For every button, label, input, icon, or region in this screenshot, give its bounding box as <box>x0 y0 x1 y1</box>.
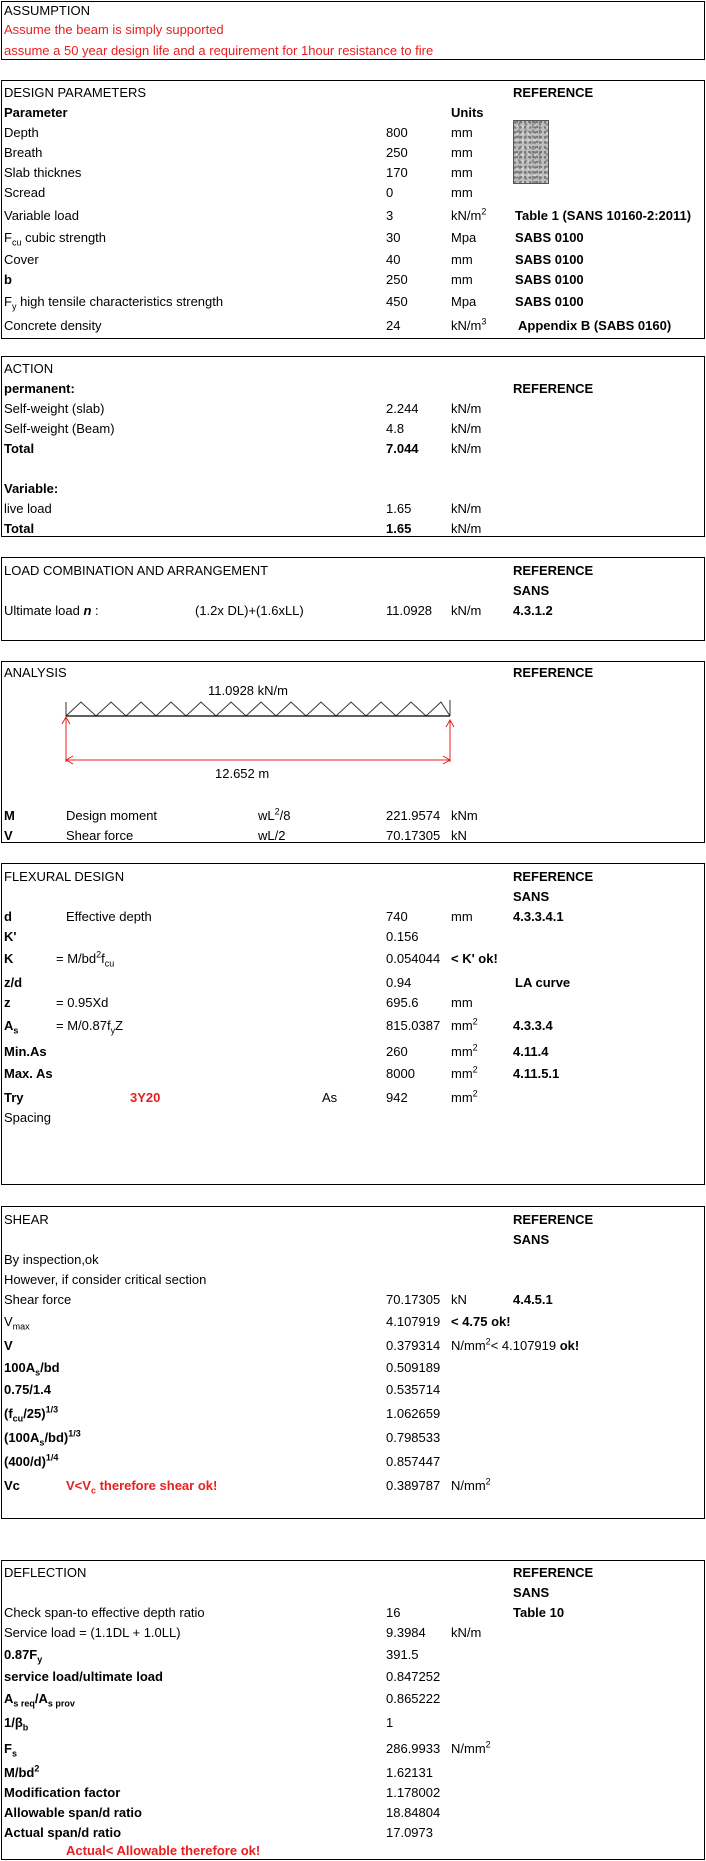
variable-label: Variable: <box>4 481 59 496</box>
as-symbol: $A_s$ <box>4 1018 19 1036</box>
vc-value: 0.389787 <box>386 1478 441 1493</box>
deflection-conclusion: Actual< Allowable therefore ok! <box>66 1843 261 1858</box>
reference-label: REFERENCE <box>513 85 594 100</box>
allowable-ratio-label: Allowable span/d ratio <box>4 1805 142 1820</box>
sans-label: SANS <box>513 889 550 904</box>
assumption-line-2: assume a 50 year design life and a requirement for 1hour resistance to fire <box>4 43 434 58</box>
param-value: 0 <box>386 185 394 200</box>
variable-total-label: Total <box>4 521 35 536</box>
param-label: Breath <box>4 145 43 160</box>
deflection-title: DEFLECTION <box>4 1565 87 1580</box>
permanent-label: permanent: <box>4 381 75 396</box>
max-as-reference: 4.11.5.1 <box>513 1066 560 1081</box>
param-unit: $kN/m^3$ <box>451 316 487 333</box>
live-load-value: 1.65 <box>386 501 412 516</box>
load-combination-title: LOAD COMBINATION AND ARRANGEMENT <box>4 563 269 578</box>
param-label: $F_y$ high tensile characteristics strength <box>4 294 224 312</box>
analysis-title: ANALYSIS <box>4 665 67 680</box>
self-weight-slab-value: 2.244 <box>386 401 419 416</box>
reference-label: REFERENCE <box>513 381 594 396</box>
param-unit: Mpa <box>451 294 477 309</box>
shear-title: SHEAR <box>4 1212 49 1227</box>
min-as-unit: $mm^2$ <box>451 1042 478 1059</box>
min-as-reference: 4.11.4 <box>513 1044 549 1059</box>
vmax-value: 4.107919 <box>386 1314 441 1329</box>
v-check: $N/mm^2< 4.107919$ ok! <box>451 1336 580 1353</box>
param-reference: SABS 0100 <box>515 252 584 267</box>
depth-factor: $(400/d)^{1/4}$ <box>4 1452 59 1469</box>
param-value: 800 <box>386 125 408 140</box>
try-as-label: As <box>322 1090 338 1105</box>
self-weight-beam-value: 4.8 <box>386 421 405 436</box>
beta-label: $1/\beta_b$ <box>4 1715 29 1733</box>
fy-factor-label: $0.87F_y$ <box>4 1647 43 1665</box>
fs-unit: $N/mm^2$ <box>451 1739 491 1756</box>
design-parameters-title: DESIGN PARAMETERS <box>4 85 147 100</box>
spacing-label: Spacing <box>4 1110 51 1125</box>
shear-value: 70.17305 <box>386 828 441 843</box>
action-section <box>1 356 705 537</box>
units-header: Units <box>451 105 484 120</box>
span-depth-check-label: Check span-to effective depth ratio <box>4 1605 205 1620</box>
try-as-value: 942 <box>386 1090 408 1105</box>
action-title: ACTION <box>4 361 54 376</box>
ultimate-load-value: 11.0928 <box>386 603 433 618</box>
span-length-label: 12.652 m <box>215 766 270 781</box>
as-value: 815.0387 <box>386 1018 441 1033</box>
ratio-075-14-value: 0.535714 <box>386 1382 441 1397</box>
as-reference: 4.3.3.4 <box>513 1018 553 1033</box>
span-depth-check-value: 16 <box>386 1605 401 1620</box>
param-label: $F_{cu}$ cubic strength <box>4 230 107 248</box>
param-label: Cover <box>4 252 39 267</box>
ratio-100as-bd-value: 0.509189 <box>386 1360 441 1375</box>
reference-label: REFERENCE <box>513 1212 594 1227</box>
concrete-texture-image <box>513 120 549 184</box>
shear-formula: wL/2 <box>258 828 286 843</box>
param-value: 250 <box>386 145 408 160</box>
fy-factor-value: 391.5 <box>386 1647 419 1662</box>
beam-diagram <box>0 690 706 790</box>
modification-factor-label: Modification factor <box>4 1785 121 1800</box>
moment-formula: $wL^2/8$ <box>258 806 291 823</box>
param-label: Concrete density <box>4 318 102 333</box>
service-load-unit: kN/m <box>451 1625 482 1640</box>
z-unit: mm <box>451 995 473 1010</box>
allowable-ratio-value: 18.84804 <box>386 1805 441 1820</box>
shear-unit: kN <box>451 828 467 843</box>
as-bd-factor-value: 0.798533 <box>386 1430 441 1445</box>
sans-label: SANS <box>513 1232 550 1247</box>
k-value: 0.054044 <box>386 951 441 966</box>
variable-total-value: 1.65 <box>386 521 412 536</box>
ultimate-load-unit: kN/m <box>451 603 482 618</box>
permanent-total-label: Total <box>4 441 35 456</box>
try-bar-size: 3Y20 <box>130 1090 161 1105</box>
shear-force-reference: 4.4.5.1 <box>513 1292 553 1307</box>
self-weight-beam-label: Self-weight (Beam) <box>4 421 115 436</box>
moment-symbol: M <box>4 808 15 823</box>
min-as-value: 260 <box>386 1044 408 1059</box>
ultimate-load-formula: (1.2x DL)+(1.6xLL) <box>195 603 304 618</box>
reference-label: REFERENCE <box>513 869 594 884</box>
fs-label: $F_s$ <box>4 1741 17 1759</box>
max-as-unit: $mm^2$ <box>451 1064 478 1081</box>
z-formula: = 0.95Xd <box>56 995 109 1010</box>
param-unit: Mpa <box>451 230 477 245</box>
try-label: Try <box>4 1090 24 1105</box>
as-unit: $mm^2$ <box>451 1016 478 1033</box>
modification-factor-value: 1.178002 <box>386 1785 441 1800</box>
shear-symbol: V <box>4 828 13 843</box>
mbd-value: 1.62131 <box>386 1765 433 1780</box>
ultimate-load-label: Ultimate load n : <box>4 603 99 618</box>
actual-ratio-value: 17.0973 <box>386 1825 433 1840</box>
param-unit: mm <box>451 145 473 160</box>
param-value: 170 <box>386 165 408 180</box>
ratio-075-14: 0.75/1.4 <box>4 1382 51 1397</box>
param-value: 250 <box>386 272 408 287</box>
param-value: 450 <box>386 294 408 309</box>
live-load-unit: kN/m <box>451 501 482 516</box>
param-value: 30 <box>386 230 401 245</box>
param-unit: $kN/m^2$ <box>451 206 487 223</box>
param-value: 3 <box>386 208 394 223</box>
v-value: 0.379314 <box>386 1338 441 1353</box>
vmax-check: < 4.75 ok! <box>451 1314 511 1329</box>
variable-total-unit: kN/m <box>451 521 482 536</box>
param-label: Depth <box>4 125 39 140</box>
shear-force-label: Shear force <box>4 1292 72 1307</box>
service-load-value: 9.3984 <box>386 1625 426 1640</box>
ultimate-load-clause: 4.3.1.2 <box>513 603 553 618</box>
mbd-label: $M/bd^2$ <box>4 1763 40 1780</box>
shear-force-value: 70.17305 <box>386 1292 441 1307</box>
shear-force-unit: kN <box>451 1292 467 1307</box>
k-prime-symbol: K' <box>4 929 17 944</box>
depth-factor-value: 0.857447 <box>386 1454 441 1469</box>
try-as-unit: $mm^2$ <box>451 1088 478 1105</box>
self-weight-beam-unit: kN/m <box>451 421 482 436</box>
moment-value: 221.9574 <box>386 808 441 823</box>
d-symbol: d <box>4 909 12 924</box>
reference-label: REFERENCE <box>513 1565 594 1580</box>
ratio-100as-bd: $100A_s/bd$ <box>4 1360 60 1378</box>
shear-label: Shear force <box>66 828 134 843</box>
assumption-line-1: Assume the beam is simply supported <box>4 22 224 37</box>
self-weight-slab-label: Self-weight (slab) <box>4 401 105 416</box>
load-ratio-label: service load/ultimate load <box>4 1669 163 1684</box>
as-ratio-label: $A_{s req}/A_{s prov}$ <box>4 1691 75 1709</box>
param-reference: Appendix B (SABS 0160) <box>518 318 672 333</box>
param-unit: mm <box>451 272 473 287</box>
param-value: 40 <box>386 252 401 267</box>
actual-ratio-label: Actual span/d ratio <box>4 1825 122 1840</box>
k-formula: = $M/bd^2f_{cu}$ <box>56 949 115 969</box>
param-label: Scread <box>4 185 46 200</box>
z-symbol: z <box>4 995 11 1010</box>
flexural-title: FLEXURAL DESIGN <box>4 869 125 884</box>
assumption-title: ASSUMPTION <box>4 3 90 18</box>
param-reference: SABS 0100 <box>515 230 584 245</box>
live-load-label: live load <box>4 501 52 516</box>
load-ratio-value: 0.847252 <box>386 1669 441 1684</box>
vc-symbol: Vc <box>4 1478 20 1493</box>
fcu-factor: $(f_{cu}/25)^{1/3}$ <box>4 1404 59 1424</box>
parameter-header: Parameter <box>4 105 68 120</box>
max-as-value: 8000 <box>386 1066 415 1081</box>
beta-value: 1 <box>386 1715 394 1730</box>
d-reference: 4.3.3.4.1 <box>513 909 564 924</box>
moment-label: Design moment <box>66 808 158 823</box>
k-check: < K' ok! <box>451 951 498 966</box>
permanent-total-value: 7.044 <box>386 441 419 456</box>
span-depth-check-reference: Table 10 <box>513 1605 565 1620</box>
param-value: 24 <box>386 318 401 333</box>
min-as-label: Min.As <box>4 1044 47 1059</box>
d-value: 740 <box>386 909 408 924</box>
reference-label: REFERENCE <box>513 665 594 680</box>
z-value: 695.6 <box>386 995 419 1010</box>
param-reference: SABS 0100 <box>515 294 584 309</box>
k-prime-value: 0.156 <box>386 929 419 944</box>
param-unit: mm <box>451 165 473 180</box>
udl-zigzag <box>66 702 450 716</box>
k-symbol: K <box>4 951 14 966</box>
fcu-factor-value: 1.062659 <box>386 1406 441 1421</box>
d-label: Effective depth <box>66 909 152 924</box>
self-weight-slab-unit: kN/m <box>451 401 482 416</box>
critical-section-note: However, if consider critical section <box>4 1272 207 1287</box>
param-label: Slab thicknes <box>4 165 82 180</box>
param-unit: mm <box>451 125 473 140</box>
moment-unit: kNm <box>451 808 478 823</box>
shear-section <box>1 1206 705 1519</box>
param-unit: mm <box>451 185 473 200</box>
as-formula: = $M/0.87f_yZ$ <box>56 1018 124 1036</box>
zd-symbol: z/d <box>4 975 23 990</box>
as-bd-factor: $(100A_s/bd)^{1/3}$ <box>4 1428 81 1448</box>
max-as-label: Max. As <box>4 1066 53 1081</box>
udl-load-label: 11.0928 kN/m <box>208 683 288 698</box>
vmax-symbol: $V_{max}$ <box>4 1314 30 1332</box>
permanent-total-unit: kN/m <box>451 441 482 456</box>
service-load-label: Service load = (1.1DL + 1.0LL) <box>4 1625 181 1640</box>
vc-unit: $N/mm^2$ <box>451 1476 491 1493</box>
as-ratio-value: 0.865222 <box>386 1691 441 1706</box>
param-label: b <box>4 272 12 287</box>
vc-conclusion: $V<V_c$ therefore shear ok! <box>66 1478 218 1496</box>
d-unit: mm <box>451 909 473 924</box>
param-label: Variable load <box>4 208 79 223</box>
param-reference: SABS 0100 <box>515 272 584 287</box>
param-unit: mm <box>451 252 473 267</box>
zd-reference: LA curve <box>515 975 571 990</box>
reference-label: REFERENCE <box>513 563 594 578</box>
sans-label: SANS <box>513 583 550 598</box>
sans-label: SANS <box>513 1585 550 1600</box>
fs-value: 286.9933 <box>386 1741 441 1756</box>
v-symbol: V <box>4 1338 13 1353</box>
inspection-note: By inspection,ok <box>4 1252 99 1267</box>
param-reference: Table 1 (SANS 10160-2:2011) <box>515 208 692 223</box>
zd-value: 0.94 <box>386 975 412 990</box>
